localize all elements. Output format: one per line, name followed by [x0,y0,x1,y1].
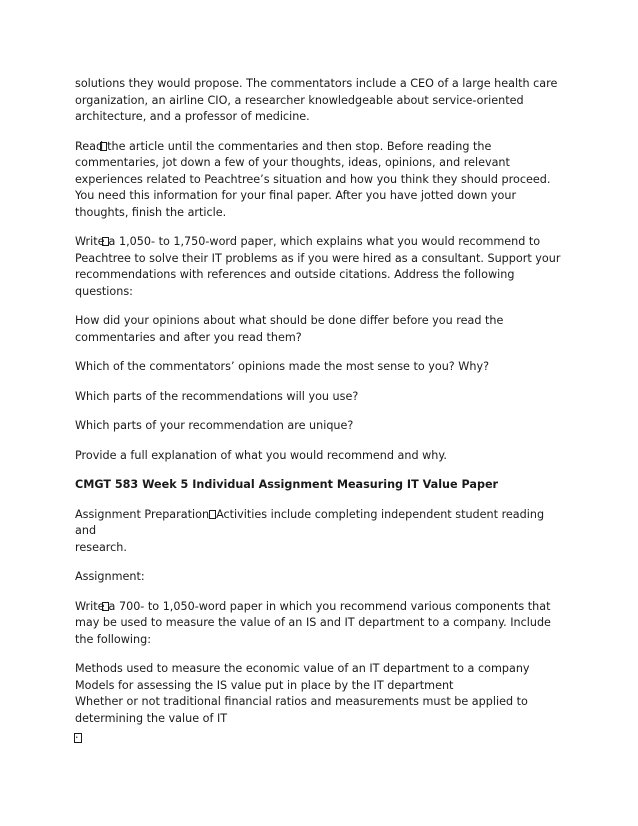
text-line: questions: [75,284,133,298]
missing-glyph-box-icon [102,602,109,611]
question-unique: Which parts of your recommendation are unique? [75,419,354,432]
text-line: architecture, and a professor of medicine. [75,110,310,123]
text-fragment: Activities include completing independent student reading and [75,507,545,537]
question-full-explanation: Provide a full explanation of what you would recommend and why. [75,448,447,462]
text-line: You need this information for your final paper. After you have jotted down your [75,189,517,202]
text-fragment: Write [75,599,105,613]
text-line: . [75,728,79,741]
text-line: solutions they would propose. The commentators include a CEO of a large health care [75,77,558,90]
text-line: Whether or not traditional financial ratios and measurements must be applied to [75,695,528,708]
text-line: may be used to measure the value of an IS and IT department to a company. Include [75,616,551,629]
paragraph-read-article [75,139,565,222]
text-line: commentaries and after you read them? [75,330,302,344]
missing-glyph-box-icon [102,237,109,246]
text-line: the following: [75,632,151,646]
text-line: Methods used to measure the economic value of an IT department to a company [75,662,530,675]
text-line: thoughts, finish the article. [75,205,227,219]
missing-glyph-box-icon [74,733,82,743]
assignment-label: Assignment: [75,570,145,583]
text-fragment: Read [75,139,104,153]
text-line: determining the value of IT [75,711,228,725]
text-line: How did your opinions about what should be done differ before you read the [75,314,504,327]
paragraph-write-paper [75,234,565,300]
text-line: Models for assessing the IS value put in place by the IT department [75,678,454,692]
text-fragment: Assignment Preparation [75,507,210,521]
text-fragment: the article until the commentaries and then stop. Before reading the [107,139,492,153]
text-line: Peachtree to solve their IT problems as if you were hired as a consultant. Support your [75,251,561,265]
text-line: commentaries, jot down a few of your thoughts, ideas, opinions, and relevant [75,156,510,169]
question-opinions-differ [75,313,565,346]
question-recommendations: Which parts of the recommendations will you use? [75,389,359,403]
section-heading: CMGT 583 Week 5 Individual Assignment Measuring IT Value Paper [75,478,499,491]
paragraph-commentators [75,76,565,126]
question-commentators: Which of the commentators’ opinions made the most sense to you? Why? [75,360,490,373]
paragraph-methods-list [75,661,565,744]
text-fragment: a 1,050- to 1,750-word paper, which explains what you would recommend to [108,235,541,248]
text-line: organization, an airline CIO, a researcher knowledgeable about service-oriented [75,93,524,107]
text-line: recommendations with references and outside citations. Address the following [75,268,515,281]
document-body [75,76,565,744]
paragraph-write-measure [75,599,565,649]
text-fragment: a 700- to 1,050-word paper in which you recommend various components that [108,599,551,613]
text-line: experiences related to Peachtree’s situation and how you think they should proceed. [75,172,551,186]
text-fragment: Write [75,235,105,248]
text-line: research. [75,540,127,554]
paragraph-assignment-preparation [75,507,565,557]
missing-glyph-box-icon [209,510,216,519]
